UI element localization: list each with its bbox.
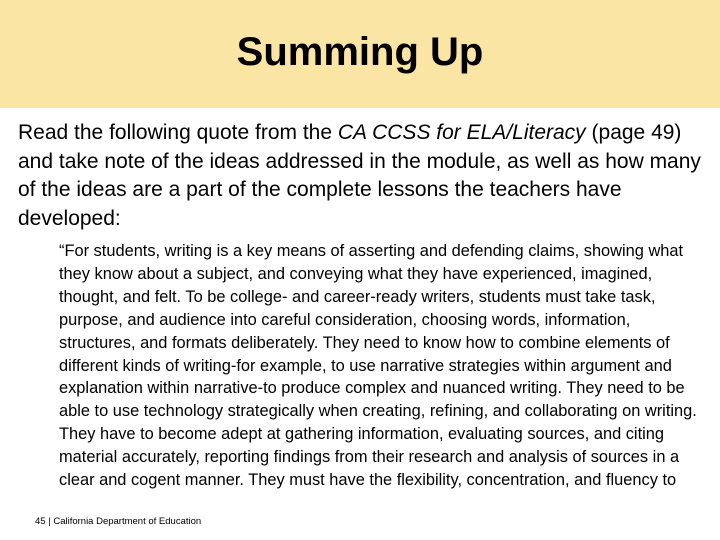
- intro-source-title: CA CCSS for ELA/Literacy: [337, 121, 586, 144]
- page-number: 45: [35, 516, 46, 527]
- slide-footer: [35, 516, 201, 528]
- quote-block: “For students, writing is a key means of asserting and defending claims, showing what they know about a subject, and conveying what they have experienced, imagined, thought, and felt. To be college- and career-ready writers, students must take task, purpose, and audience into careful consideration, choosing words, information, structures, and formats deliberately. They need to know how to combine elements of different kinds of writing-for example, to use narrative strategies within argument and explanation within narrative-to produce complex and nuanced writing. They need to be able to use technology strategically when creating, refining, and collaborating on writing. They have to become adept at gathering information, evaluating sources, and citing material accurately, reporting findings from their research and analysis of sources in a clear and cogent manner. They must have the flexibility, concentration, and fluency to: [59, 242, 697, 490]
- intro-text-before: Read the following quote from the: [18, 121, 338, 144]
- intro-text-after: (page 49) and take note of the ideas addressed in the module, as well as how many of the ideas are a part of the complete lessons the teachers have developed:: [18, 121, 701, 230]
- footer-separator: |: [48, 516, 51, 527]
- footer-organization: California Department of Education: [53, 516, 202, 527]
- slide-title: Summing Up: [236, 30, 484, 74]
- intro-paragraph: [18, 119, 708, 233]
